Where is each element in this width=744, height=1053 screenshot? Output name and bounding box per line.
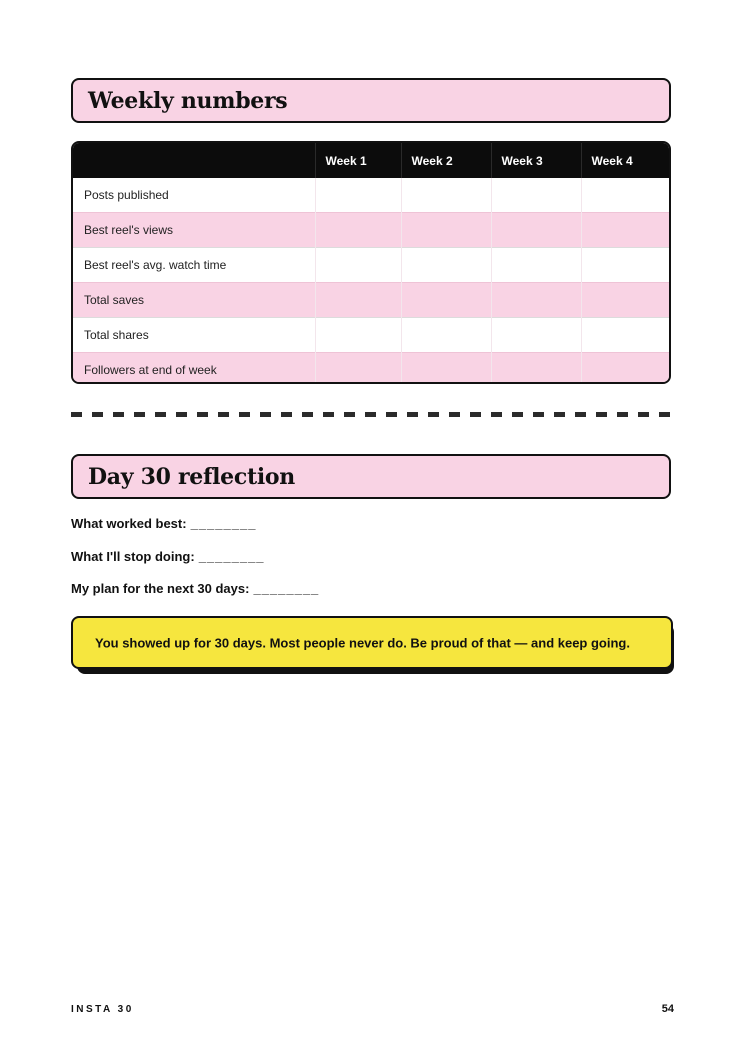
- reflection-title: Day 30 reflection: [88, 463, 295, 490]
- callout-text: You showed up for 30 days. Most people never do. Be proud of that — and keep going.: [95, 635, 630, 650]
- table-cell[interactable]: [491, 318, 581, 353]
- prompt-blank[interactable]: ________: [198, 549, 265, 564]
- row-label: Total shares: [73, 318, 315, 353]
- table-cell[interactable]: [401, 213, 491, 248]
- table-cell[interactable]: [581, 283, 671, 318]
- weekly-numbers-table: [71, 141, 671, 384]
- footer-page-number: 54: [661, 1003, 674, 1015]
- column-header-metric: [73, 143, 315, 178]
- table-cell[interactable]: [491, 213, 581, 248]
- table-cell[interactable]: [581, 353, 671, 385]
- table-row: [73, 353, 671, 385]
- prompt-blank[interactable]: ________: [253, 581, 320, 596]
- weekly-numbers-header: [71, 78, 671, 123]
- table-cell[interactable]: [581, 318, 671, 353]
- table-cell[interactable]: [315, 353, 401, 385]
- table-row: [73, 318, 671, 353]
- table-cell[interactable]: [401, 318, 491, 353]
- table-cell[interactable]: [581, 248, 671, 283]
- reflection-prompt-next-30-days: [71, 581, 319, 596]
- dashed-divider: [71, 412, 673, 417]
- column-header-week-3: Week 3: [491, 143, 581, 178]
- column-header-week-1: Week 1: [315, 143, 401, 178]
- prompt-label: What worked best:: [71, 516, 187, 531]
- reflection-header: [71, 454, 671, 499]
- row-label: Best reel's avg. watch time: [73, 248, 315, 283]
- table-cell[interactable]: [401, 353, 491, 385]
- table-cell[interactable]: [315, 318, 401, 353]
- prompt-blank[interactable]: ________: [190, 516, 257, 531]
- prompt-label: My plan for the next 30 days:: [71, 581, 250, 596]
- table-cell[interactable]: [491, 248, 581, 283]
- table-row: [73, 178, 671, 213]
- table-cell[interactable]: [581, 178, 671, 213]
- table-cell[interactable]: [315, 283, 401, 318]
- reflection-prompt-worked-best: [71, 516, 256, 531]
- column-header-week-4: Week 4: [581, 143, 671, 178]
- table-cell[interactable]: [315, 248, 401, 283]
- footer-brand: INSTA 30: [71, 1004, 134, 1015]
- row-label: Posts published: [84, 188, 169, 202]
- column-header-week-2: Week 2: [401, 143, 491, 178]
- row-label: Total saves: [73, 283, 315, 318]
- reflection-prompt-stop-doing: [71, 549, 265, 564]
- row-label: Followers at end of week: [73, 353, 315, 385]
- table-cell[interactable]: [581, 213, 671, 248]
- table-cell[interactable]: [401, 248, 491, 283]
- table-cell[interactable]: [491, 353, 581, 385]
- table-header-row: [73, 143, 671, 178]
- table-cell[interactable]: [315, 178, 401, 213]
- table-cell[interactable]: [401, 283, 491, 318]
- weekly-numbers-title: Weekly numbers: [88, 87, 288, 114]
- table-row: [73, 213, 671, 248]
- table-row: [73, 248, 671, 283]
- table-cell[interactable]: [401, 178, 491, 213]
- prompt-label: What I'll stop doing:: [71, 549, 195, 564]
- table-cell[interactable]: [491, 283, 581, 318]
- table-cell[interactable]: [491, 178, 581, 213]
- row-label: Best reel's views: [73, 213, 315, 248]
- table-cell[interactable]: [315, 213, 401, 248]
- table-row: [73, 283, 671, 318]
- encouragement-callout: [71, 616, 673, 669]
